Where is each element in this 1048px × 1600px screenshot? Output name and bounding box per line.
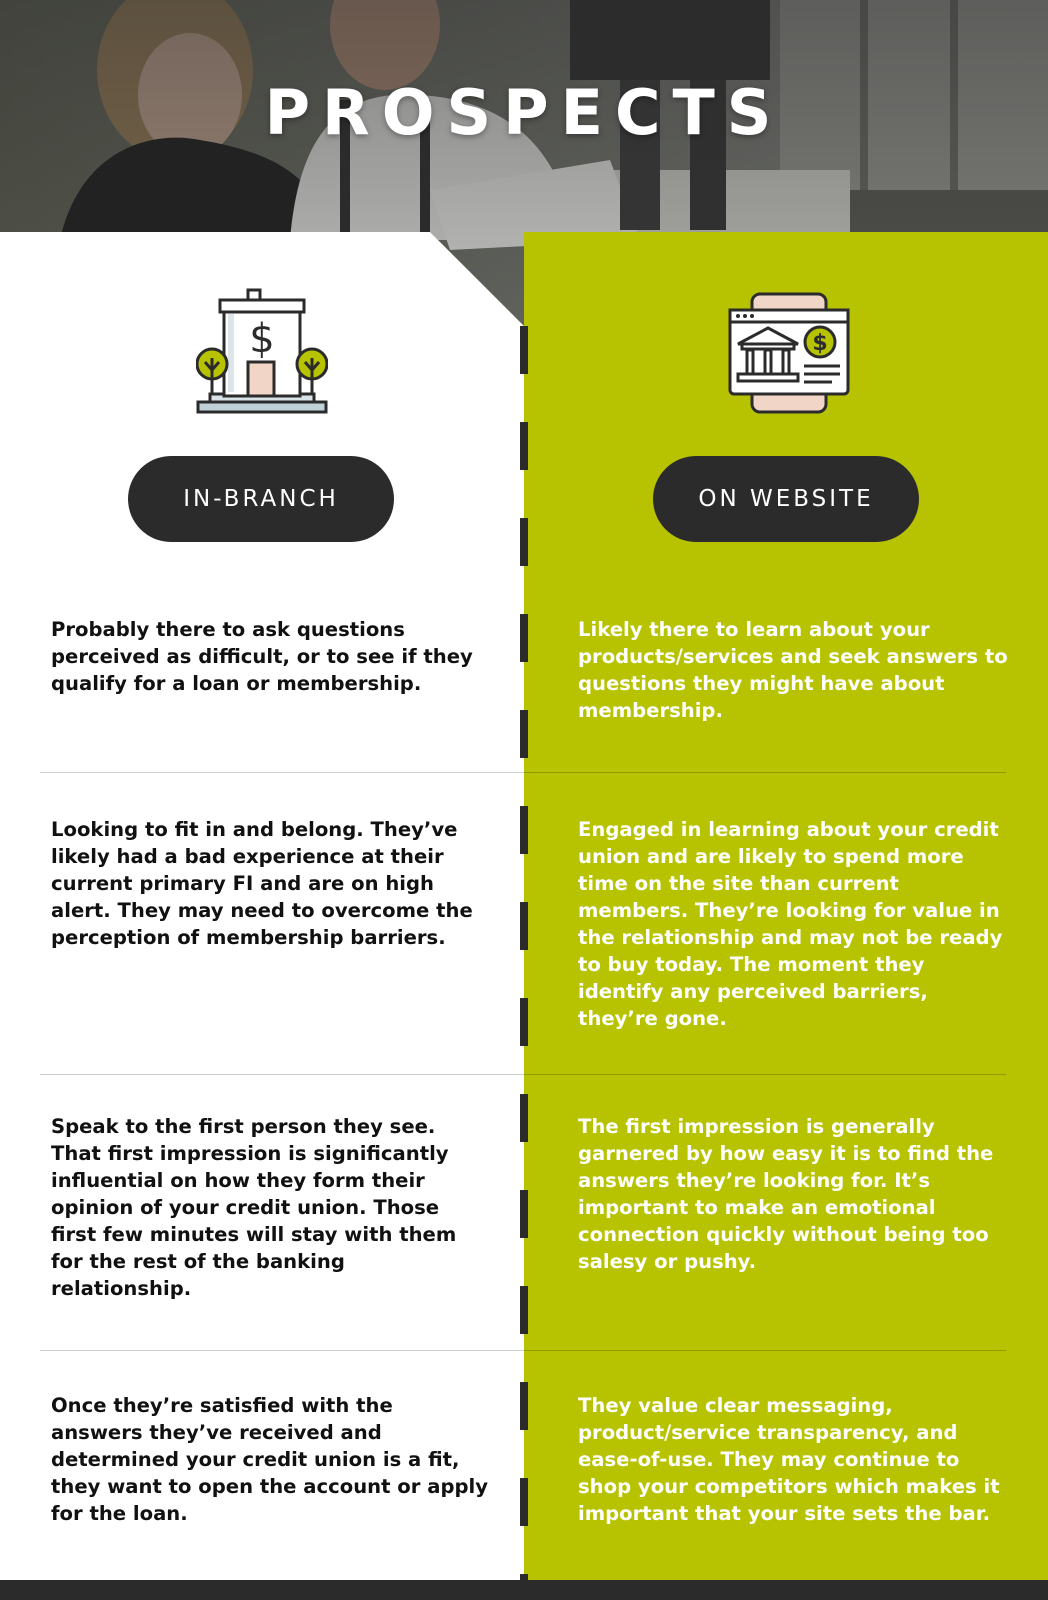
row-separator xyxy=(40,1350,524,1351)
bank-building-icon xyxy=(196,288,328,418)
row-separator xyxy=(40,1074,524,1075)
in-branch-text-4: Once they’re satisfied with the answers they’ve received and determined your credit union is a fit, they want to open the account or apply for the loan. xyxy=(51,1394,488,1525)
in-branch-text-1: Probably there to ask questions perceived as difficult, or to see if they qualify for a loan or membership. xyxy=(51,618,473,695)
page-title: PROSPECTS xyxy=(264,76,784,149)
column-divider xyxy=(520,326,528,1580)
on-website-label: ON WEBSITE xyxy=(653,456,919,542)
on-website-text-2: Engaged in learning about your credit union and are likely to spend more time on the site than current members. They’re looking for value in the relationship and may not be ready to buy today. The moment they identify any perceived barriers, they’re gone. xyxy=(578,818,1003,1030)
on-website-text-4: They value clear messaging, product/service transparency, and ease-of-use. They may continue to shop your competitors which makes it important that your site sets the bar. xyxy=(578,1394,1000,1525)
svg-text:$: $ xyxy=(249,316,275,362)
bank-website-icon xyxy=(728,292,850,414)
in-branch-label: IN-BRANCH xyxy=(128,456,394,542)
row-separator xyxy=(40,772,524,773)
footer-bar xyxy=(0,1580,1048,1600)
row-separator xyxy=(524,1074,1006,1075)
svg-text:$: $ xyxy=(812,331,828,356)
in-branch-text-3: Speak to the first person they see. That first impression is significantly influential on how they form their opinion of your credit union. Those first few minutes will stay with them for the rest of the banking relationship. xyxy=(51,1115,457,1300)
in-branch-text-2: Looking to fit in and belong. They’ve likely had a bad experience at their current primary FI and are on high alert. They may need to overcome the perception of membership barriers. xyxy=(51,818,473,949)
on-website-text-3: The first impression is generally garnered by how easy it is to find the answers they’re looking for. It’s important to make an emotional connection quickly without being too salesy or pushy. xyxy=(578,1115,994,1273)
row-separator xyxy=(524,772,1006,773)
row-separator xyxy=(524,1350,1006,1351)
on-website-text-1: Likely there to learn about your products/services and seek answers to questions they might have about membership. xyxy=(578,618,1008,722)
